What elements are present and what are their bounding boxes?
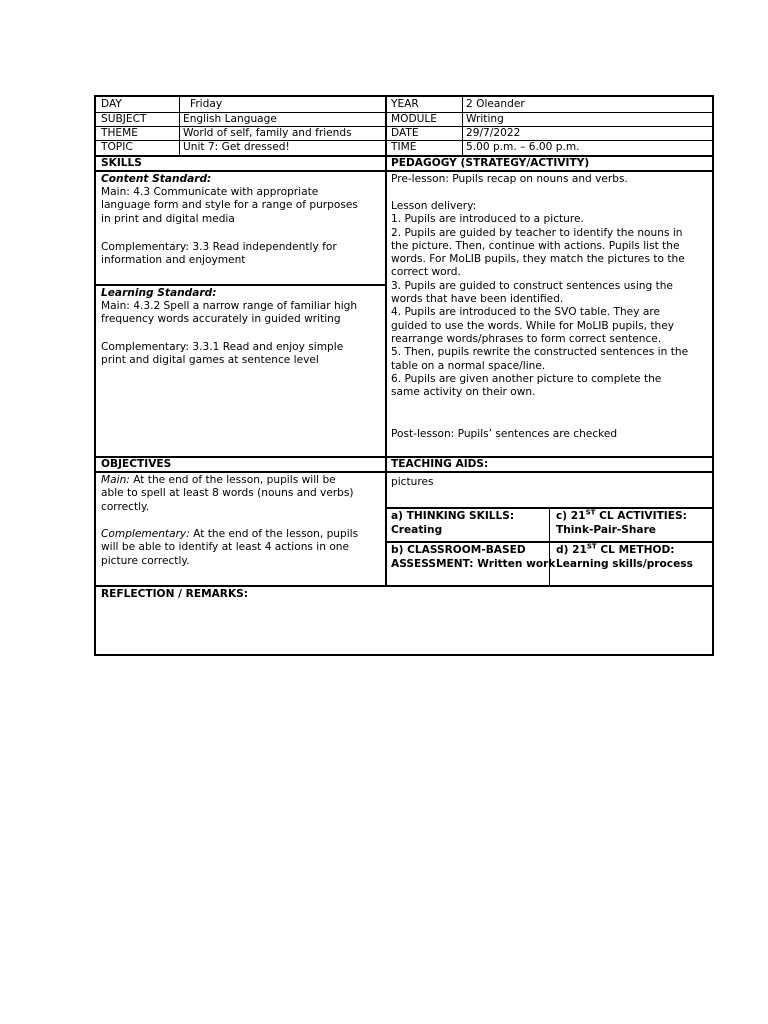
divider [96, 471, 712, 473]
objective-complementary-label: Complementary: [101, 528, 190, 540]
divider [96, 170, 712, 172]
thinking-skills-value: Creating [391, 524, 443, 536]
module-label: MODULE [391, 113, 437, 125]
post-lesson-text: Post-lesson: Pupils’ sentences are checked [391, 428, 618, 440]
teaching-aids-value: pictures [391, 476, 434, 488]
topic-value: Unit 7: Get dressed! [183, 141, 290, 153]
learning-standard-main: Main: 4.3.2 Spell a narrow range of familiar high frequency words accurately in guided writing [101, 300, 358, 326]
objective-main [101, 474, 354, 514]
skills-heading: SKILLS [101, 157, 142, 169]
module-value: Writing [466, 113, 504, 125]
teaching-aids-heading: TEACHING AIDS: [391, 458, 489, 470]
content-standard-main: Main: 4.3 Communicate with appropriate language form and style for a range of purposes in print and digital media [101, 186, 358, 225]
learning-standard-title: Learning Standard: [101, 287, 217, 299]
theme-value: World of self, family and friends [183, 127, 352, 139]
pre-lesson-text: Pre-lesson: Pupils recap on nouns and verbs. [391, 173, 628, 185]
learning-standard-complementary: Complementary: 3.3.1 Read and enjoy simple print and digital games at sentence level [101, 341, 344, 367]
objective-main-label: Main: [101, 474, 130, 486]
cl-activities-prefix: c) 21 [556, 510, 586, 522]
topic-label: TOPIC [101, 141, 133, 153]
theme-label: THEME [101, 127, 138, 139]
objectives-heading: OBJECTIVES [101, 458, 172, 470]
cl-activities-sup: ST [585, 508, 596, 517]
cl-method-prefix: d) 21 [556, 544, 587, 556]
date-value: 29/7/2022 [466, 127, 521, 139]
lesson-delivery-text: Lesson delivery: 1. Pupils are introduced to a picture. 2. Pupils are guided by teacher to identify the nouns in the picture. Then, continue with actions. Pupils list the words. For MoLIB pupils, they match the pictures to the correct word. 3. Pupils are guided to construct sentences using the words that have been identified. 4. Pupils are introduced to the SVO table. They are guided to use the words. While for MoLIB pupils, they rearrange words/phrases to form correct sentence. 5. Then, pupils rewrite the constructed sentences in the table on a normal space/line. 6. Pupils are given another picture to complete the same activity on their own. [391, 200, 689, 399]
objective-main-text: At the end of the lesson, pupils will be able to spell at least 8 words (nouns and verbs) correctly. [101, 474, 354, 513]
cl-method-suffix: CL METHOD: [596, 544, 675, 556]
divider [386, 541, 712, 543]
thinking-skills-label: a) THINKING SKILLS: [391, 510, 515, 522]
day-value: Friday [190, 98, 223, 110]
divider [386, 507, 712, 509]
objective-complementary-text: At the end of the lesson, pupils will be able to identify at least 4 actions in one picture correctly. [101, 528, 359, 567]
cl-activities-label [556, 510, 687, 523]
date-label: DATE [391, 127, 419, 139]
cl-method-sup: ST [586, 542, 597, 551]
year-value: 2 Oleander [466, 98, 525, 110]
assessment-value: ASSESSMENT: Written work [391, 558, 556, 570]
time-label: TIME [391, 141, 417, 153]
divider [96, 585, 712, 587]
cl-activities-suffix: CL ACTIVITIES: [595, 510, 687, 522]
divider [549, 508, 550, 586]
day-label: DAY [101, 98, 122, 110]
subject-label: SUBJECT [101, 113, 147, 125]
cl-activities-value: Think-Pair-Share [556, 524, 656, 536]
year-label: YEAR [391, 98, 419, 110]
divider [96, 284, 386, 286]
time-value: 5.00 p.m. – 6.00 p.m. [466, 141, 580, 153]
reflection-heading: REFLECTION / REMARKS: [101, 588, 249, 600]
cl-method-label [556, 544, 675, 557]
content-standard-title: Content Standard: [101, 173, 212, 185]
pedagogy-heading: PEDAGOGY (STRATEGY/ACTIVITY) [391, 157, 590, 169]
assessment-label: b) CLASSROOM-BASED [391, 544, 526, 556]
objective-complementary [101, 528, 358, 568]
cl-method-value: Learning skills/process [556, 558, 693, 570]
content-standard-complementary: Complementary: 3.3 Read independently for information and enjoyment [101, 241, 337, 267]
subject-value: English Language [183, 113, 277, 125]
